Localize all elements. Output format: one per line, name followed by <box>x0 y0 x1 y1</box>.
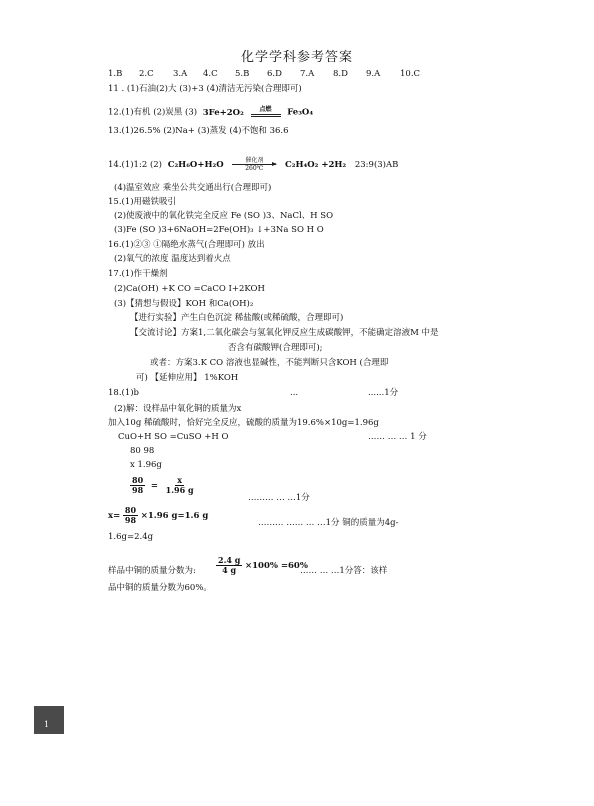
proportion-fraction <box>130 476 196 495</box>
answer-q18-1-dots: ... <box>290 388 299 398</box>
equation-q12-right: Fe₃O₄ <box>287 107 314 118</box>
answer-q18-equation: CuO+H SO =CuSO +H O <box>118 432 229 442</box>
equals-sign: = <box>150 481 158 491</box>
condition-temperature-label: 260℃ <box>245 165 264 172</box>
page-number: 1 <box>44 720 50 729</box>
mc-answer-5 <box>235 69 267 80</box>
mc-number: 2. <box>139 69 148 79</box>
mc-answer-8 <box>333 69 366 80</box>
answer-q17-1: 17.(1)作干燥剂 <box>108 269 168 279</box>
mass-fraction-rest: ×100% =60% <box>245 561 308 571</box>
answer-q14-text: 14.(1)1:2 (2) <box>108 160 162 170</box>
mc-answer-4 <box>203 69 235 80</box>
mc-number: 9. <box>366 69 375 79</box>
fraction-24-4 <box>216 556 242 575</box>
fraction-x-196 <box>164 476 196 495</box>
answer-q15-1: 15.(1)用磁铁吸引 <box>108 197 177 207</box>
equation-q14-left: C₂H₆O+H₂O <box>167 160 224 170</box>
condition-ignite-label: 点燃 <box>259 106 272 113</box>
proportion-score: ……… … …1分 <box>248 493 310 503</box>
solve-x-rest: ×1.96 g=1.6 g <box>140 511 209 521</box>
answer-q15-3: (3)Fe (SO )3+6NaOH=2Fe(OH)₃ ↓+3Na SO H O <box>114 225 324 235</box>
fraction-numerator: 80 <box>132 475 144 485</box>
mc-answer-9 <box>366 69 400 80</box>
mc-letter: B <box>243 69 250 79</box>
answer-q18-1-left: 18.(1)b <box>108 388 139 398</box>
mc-letter: A <box>374 69 381 79</box>
answer-q16-1: 16.(1)②③ ①隔绝水蒸气(合理即可) 放出 <box>108 240 265 250</box>
mc-letter: C <box>413 69 421 79</box>
fraction-denominator: 98 <box>132 485 144 495</box>
mc-number: 3. <box>173 69 182 79</box>
answer-q17-7: 或者：方案3.K CO 溶液也显碱性，不能判断只含KOH (合理即 <box>150 358 389 368</box>
answer-q13: 13.(1)26.5% (2)Na+ (3)蒸发 (4)不饱和 36.6 <box>108 126 289 136</box>
answer-q15-2: (2)使废液中的氧化铁完全反应 Fe (SO )3、NaCl、H SO <box>114 211 334 221</box>
page-title: 化学学科参考答案 <box>240 50 353 65</box>
multiple-choice-answers <box>108 69 434 80</box>
answer-q18-3: 加入10g 稀硫酸时，恰好完全反应，硫酸的质量为19.6%×10g=1.96g <box>108 418 379 428</box>
mc-letter: D <box>275 69 282 79</box>
mc-letter: B <box>116 69 123 79</box>
answer-q14-4: (4)温室效应 乘坐公共交通出行(合理即可) <box>114 183 272 193</box>
mass-fraction-expression <box>216 556 308 575</box>
fraction-numerator: 80 <box>124 505 137 515</box>
mass-fraction-lead: 样品中铜的质量分数为: <box>108 566 196 576</box>
mc-answer-3 <box>173 69 203 80</box>
reaction-arrow-icon <box>232 164 276 165</box>
mc-letter: A <box>181 69 188 79</box>
mc-number: 10. <box>400 69 414 79</box>
answer-q12-text: 12.(1)有机 (2)炭黑 (3) <box>108 107 198 118</box>
answer-q18-unknowns: x 1.96g <box>130 460 162 470</box>
mc-answer-1 <box>108 69 139 80</box>
answer-q18-equation-score: …… … … 1 分 <box>368 432 427 442</box>
mc-letter: C <box>147 69 154 79</box>
equation-q12-left: 3Fe+2O₂ <box>202 107 244 118</box>
mc-answer-10 <box>400 69 434 80</box>
solve-x-line <box>108 506 208 525</box>
answer-q17-6: 否含有碳酸钾(合理即可); <box>228 343 323 353</box>
mc-number: 7. <box>300 69 309 79</box>
mc-letter: A <box>308 69 315 79</box>
final-answer: 品中铜的质量分数为60%。 <box>108 583 212 593</box>
answer-q17-3: (3)【猜想与假设】KOH 和Ca(OH)₂ <box>114 299 254 309</box>
mc-number: 8. <box>333 69 342 79</box>
answer-q18-1 <box>108 388 139 399</box>
mc-answer-7 <box>300 69 333 80</box>
fraction-denominator: 98 <box>124 515 137 525</box>
mc-number: 6. <box>267 69 276 79</box>
copper-mass: 1.6g=2.4g <box>108 532 154 542</box>
answer-q11: 11 . (1)石油(2)大 (3)+3 (4)清洁无污染(合理即可) <box>108 84 302 94</box>
answer-q17-2: (2)Ca(OH) +K CO =CaCO I+2KOH <box>114 284 265 294</box>
answer-q18-1-score: ......1分 <box>368 388 399 398</box>
answer-q17-4: 【进行实验】产生白色沉淀 稀盐酸(或稀硫酸，合理即可) <box>130 313 344 323</box>
fraction-numerator: x <box>177 475 182 485</box>
mc-letter: D <box>341 69 348 79</box>
answer-q17-8: 可) 【延伸应用】 1%KOH <box>136 373 239 383</box>
fraction-80-98-b <box>123 506 138 525</box>
fraction-80-98 <box>130 476 145 495</box>
fraction-denominator: 1.96 g <box>165 485 194 495</box>
equation-q14-right: C₂H₄O₂ +2H₂ <box>285 160 347 170</box>
solve-x-score: ……… …… … …1分 铜的质量为4g- <box>258 518 399 528</box>
answer-q12 <box>108 106 313 119</box>
fraction-numerator: 2.4 g <box>218 555 241 565</box>
answer-q17-5: 【交流讨论】方案1,二氧化碳会与氢氧化钾反应生成碳酸钾，不能确定溶液M 中是 <box>130 328 439 338</box>
solve-x-lead: x= <box>108 511 121 521</box>
answer-q18-masses: 80 98 <box>130 446 155 456</box>
mc-number: 5. <box>235 69 244 79</box>
equals-sign <box>251 114 281 117</box>
answer-q18-2: (2)解：设样品中氧化铜的质量为x <box>114 404 242 414</box>
answer-q14 <box>108 157 398 172</box>
condition-catalyst-label: 催化剂 <box>245 157 264 164</box>
mc-number: 1. <box>108 69 117 79</box>
answer-q16-2: (2)氧气的浓度 温度达到着火点 <box>114 254 231 264</box>
mc-answer-2 <box>139 69 173 80</box>
answer-q14-tail: 23:9(3)AB <box>354 160 399 170</box>
mc-number: 4. <box>203 69 212 79</box>
mc-answer-6 <box>267 69 300 80</box>
reaction-condition-q12 <box>251 106 281 118</box>
page-number-box <box>34 706 64 734</box>
mc-letter: C <box>211 69 218 79</box>
mass-fraction-score: …… … …1分答：该样 <box>300 566 388 576</box>
fraction-denominator: 4 g <box>222 565 237 575</box>
reaction-condition-q14 <box>232 157 276 172</box>
